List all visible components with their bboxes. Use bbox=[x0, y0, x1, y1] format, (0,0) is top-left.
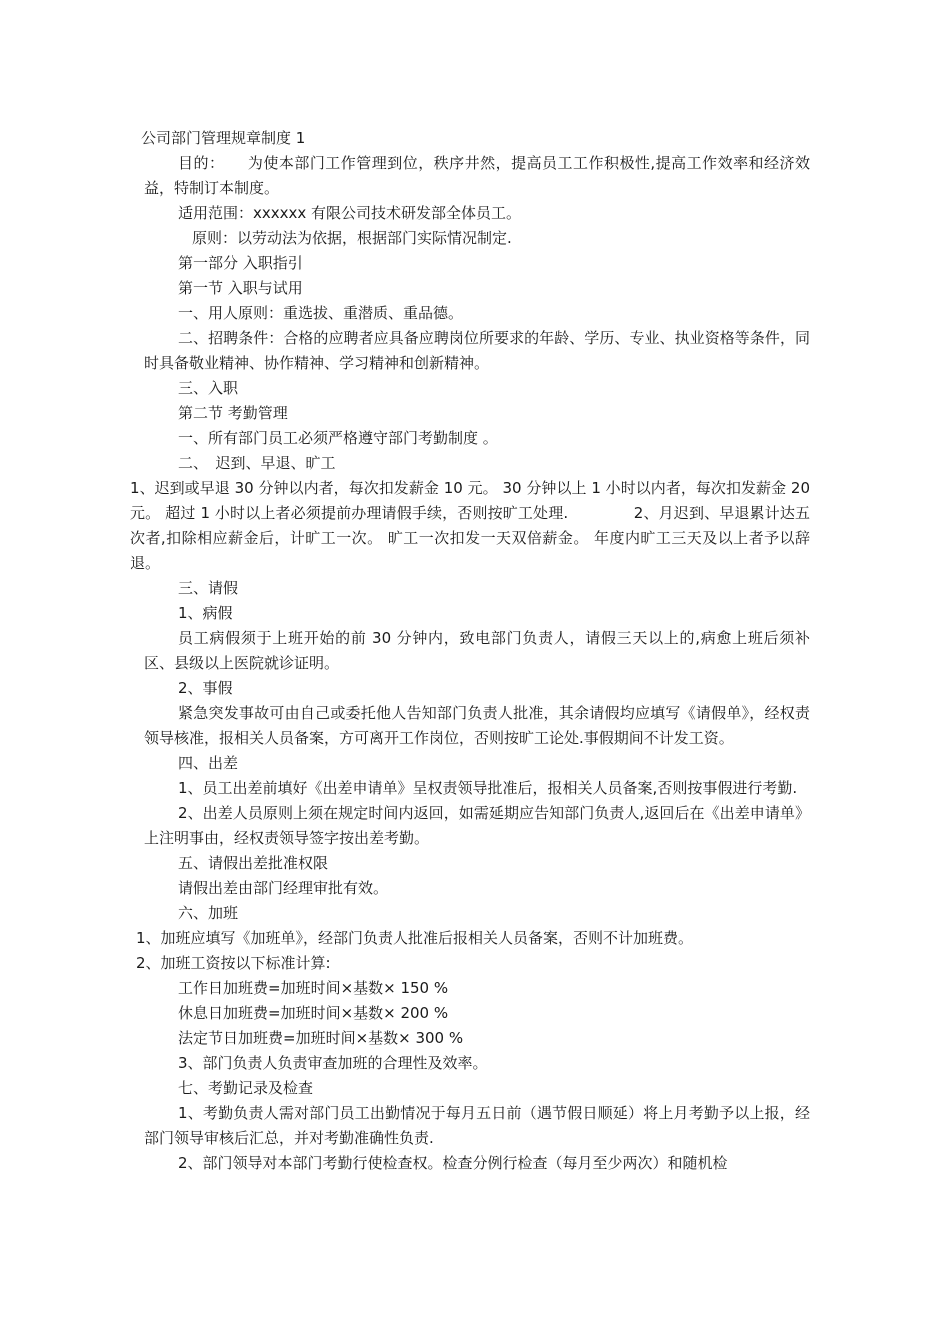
purpose-paragraph: 目的： 为使本部门工作管理到位，秩序井然，提高员工工作积极性,提高工作效率和经济效益，特制订本制度。 bbox=[144, 154, 810, 197]
formula-line: 休息日加班费=加班时间×基数× 200 % bbox=[178, 1004, 449, 1022]
paragraph: 1、考勤负责人需对部门员工出勤情况于每月五日前（遇节假日顺延）将上月考勤予以上报，经部门领导审核后汇总，并对考勤准确性负责. bbox=[144, 1104, 810, 1147]
scope-paragraph: 适用范围：xxxxxx 有限公司技术研发部全体员工。 bbox=[178, 204, 522, 222]
paragraph: 一、所有部门员工必须严格遵守部门考勤制度 。 bbox=[178, 429, 498, 447]
paragraph: 二、招聘条件：合格的应聘者应具备应聘岗位所要求的年龄、学历、专业、执业资格等条件，同时具备敬业精神、协作精神、学习精神和创新精神。 bbox=[144, 329, 810, 372]
paragraph: 3、部门负责人负责审查加班的合理性及效率。 bbox=[178, 1054, 488, 1072]
list-item: 2、加班工资按以下标准计算: bbox=[136, 954, 331, 972]
section-heading: 第二节 考勤管理 bbox=[178, 404, 288, 422]
formula-line: 工作日加班费=加班时间×基数× 150 % bbox=[178, 979, 449, 997]
paragraph: 2、出差人员原则上须在规定时间内返回，如需延期应告知部门负责人,返回后在《出差申请单》上注明事由，经权责领导签字按出差考勤。 bbox=[144, 804, 810, 847]
paragraph: 三、入职 bbox=[178, 379, 239, 397]
paragraph: 七、考勤记录及检查 bbox=[178, 1079, 314, 1097]
paragraph: 紧急突发事故可由自己或委托他人告知部门负责人批准，其余请假均应填写《请假单》，经权责领导核准，报相关人员备案，方可离开工作岗位，否则按旷工论处.事假期间不计发工资。 bbox=[144, 704, 810, 747]
principle-paragraph: 原则：以劳动法为依据，根据部门实际情况制定. bbox=[192, 229, 512, 247]
paragraph: 一、用人原则：重选拔、重潜质、重品德。 bbox=[178, 304, 464, 322]
paragraph: 1、病假 bbox=[178, 604, 233, 622]
part-heading: 第一部分 入职指引 bbox=[178, 254, 303, 272]
paragraph: 四、出差 bbox=[178, 754, 239, 772]
paragraph: 2、事假 bbox=[178, 679, 233, 697]
paragraph: 请假出差由部门经理审批有效。 bbox=[178, 879, 389, 897]
paragraph: 1、员工出差前填好《出差申请单》呈权责领导批准后，报相关人员备案,否则按事假进行考勤. bbox=[178, 779, 798, 797]
paragraph: 五、请假出差批准权限 bbox=[178, 854, 329, 872]
formula-line: 法定节日加班费=加班时间×基数× 300 % bbox=[178, 1029, 464, 1047]
document-body bbox=[130, 126, 815, 1176]
document-title: 公司部门管理规章制度 1 bbox=[141, 129, 306, 147]
section-heading: 第一节 入职与试用 bbox=[178, 279, 303, 297]
paragraph: 二、 迟到、早退、旷工 bbox=[178, 454, 336, 472]
paragraph: 员工病假须于上班开始的前 30 分钟内，致电部门负责人，请假三天以上的,病愈上班后须补区、县级以上医院就诊证明。 bbox=[144, 629, 810, 672]
attendance-rule-paragraph: 1、迟到或早退 30 分钟以内者，每次扣发薪金 10 元。 30 分钟以上 1 小时以内者，每次扣发薪金 20 元。 超过 1 小时以上者必须提前办理请假手续，否则按旷工处理. 2、月迟到、早退累计达五次者,扣除相应薪金后，计旷工一次。 旷工一次扣发一天双倍薪金。 年度内旷工三天及以上者予以辞退。 bbox=[130, 479, 815, 572]
paragraph: 2、部门领导对本部门考勤行使检查权。检查分例行检查（每月至少两次）和随机检 bbox=[178, 1154, 728, 1172]
paragraph: 六、加班 bbox=[178, 904, 239, 922]
list-item: 1、加班应填写《加班单》，经部门负责人批准后报相关人员备案，否则不计加班费。 bbox=[136, 929, 694, 947]
paragraph: 三、请假 bbox=[178, 579, 239, 597]
